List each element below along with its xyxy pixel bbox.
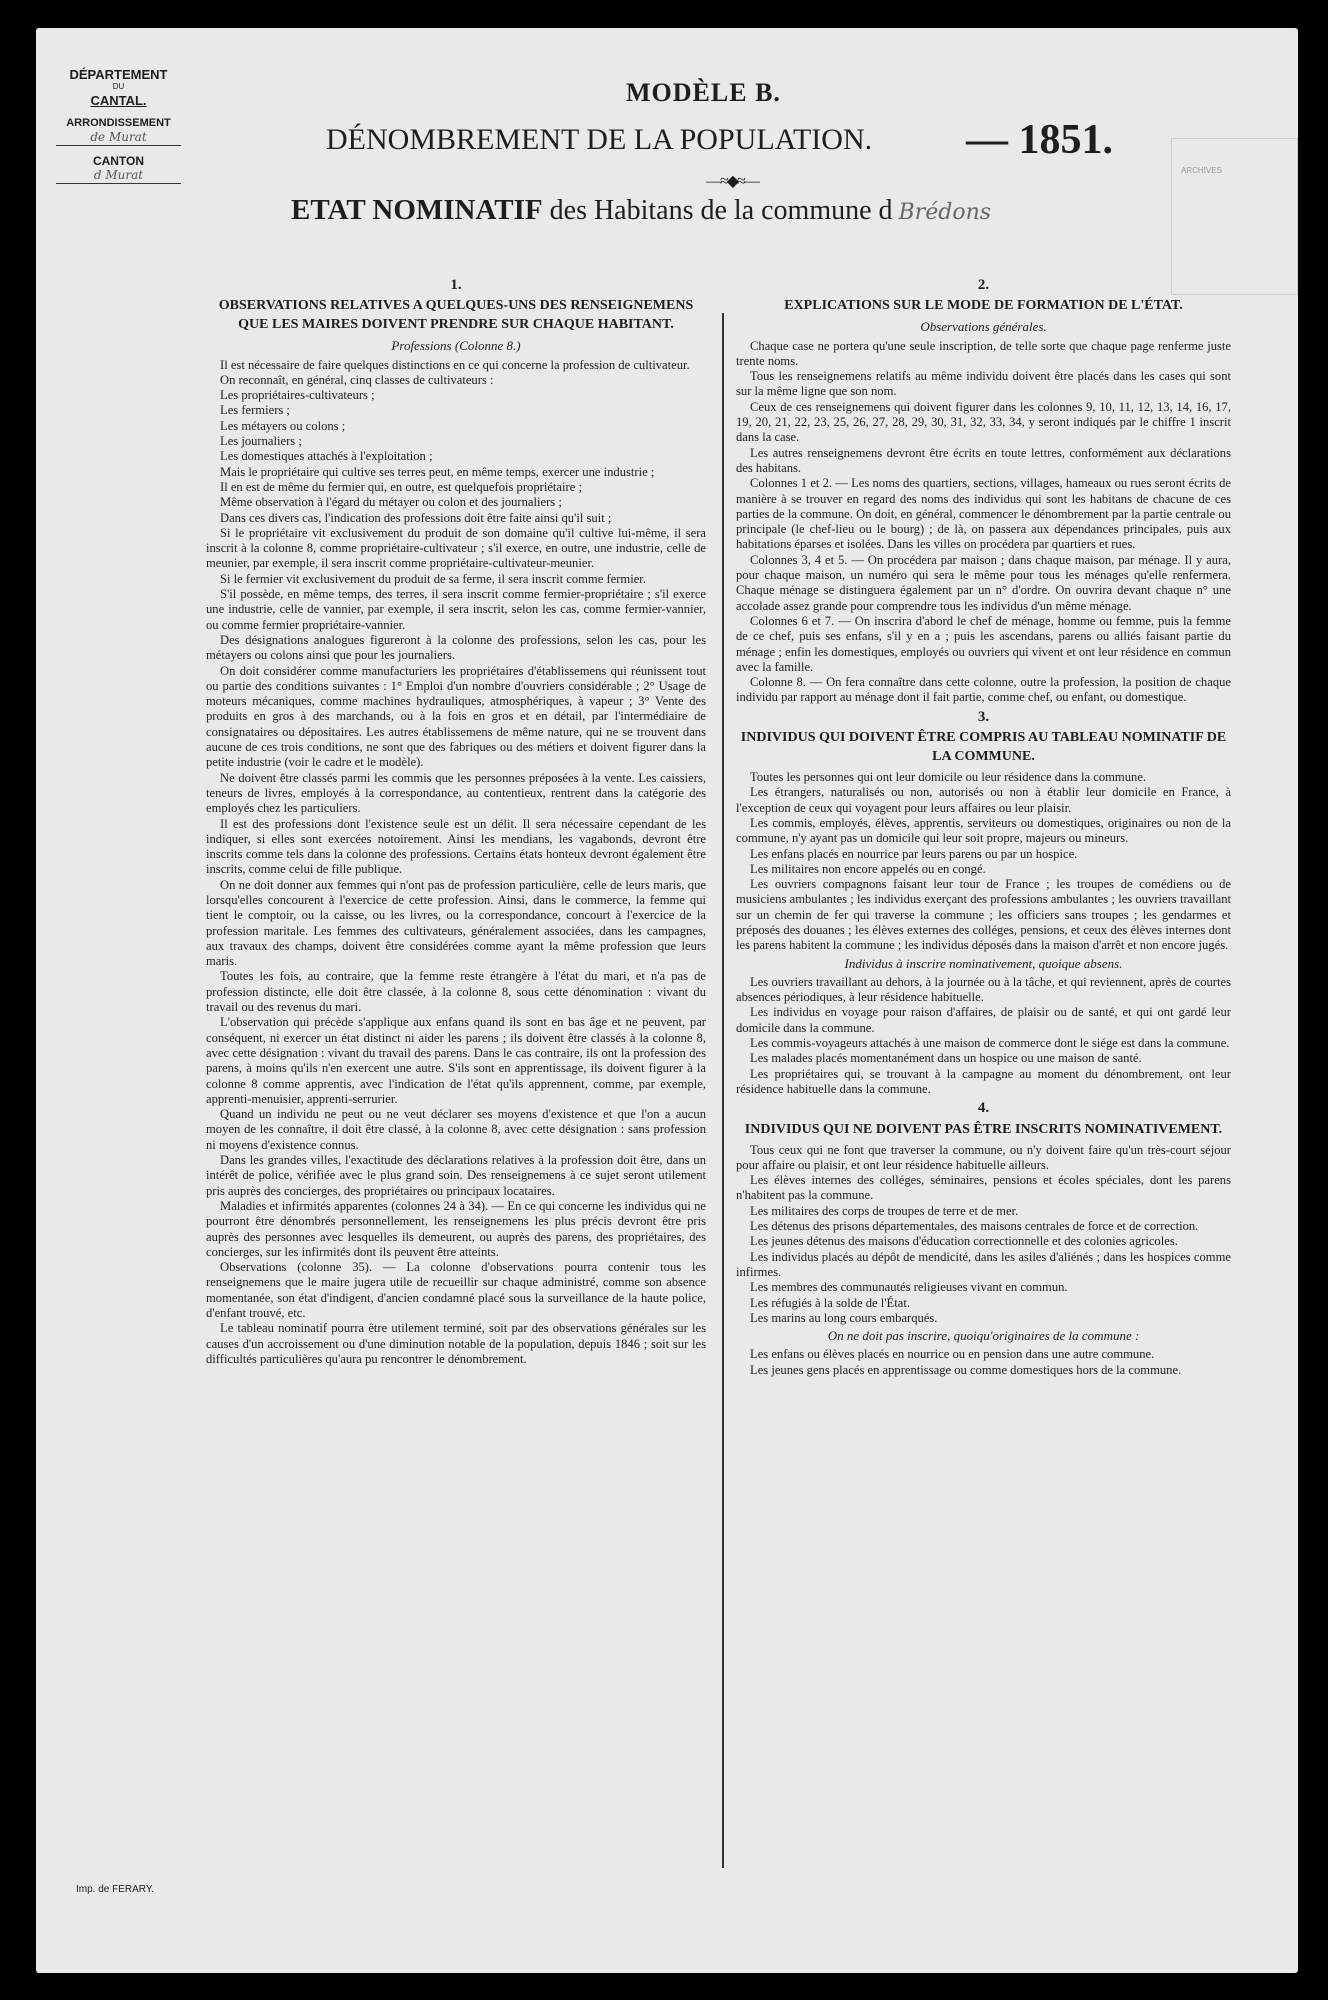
- paragraph: Les enfans placés en nourrice par leurs parens ou par un hospice.: [750, 846, 1078, 861]
- paragraph: Les autres renseignemens devront être écrits en toute lettres, conformément aux déclarations des habitans.: [736, 445, 1231, 475]
- paragraph: Toutes les fois, au contraire, que la femme reste étrangère à l'état du mari, et n'a pas de profession distincte, elle doit être classée, à la colonne 8, sous cette dénomination : vivant du travail ou des revenus du mari.: [206, 969, 706, 1015]
- paragraph: Ne doivent être classés parmi les commis que les personnes préposées à la vente. Les caissiers, teneurs de livres, employés à la correspondance, au contentieux, rentrent dans la catégorie des employés chez les particuliers.: [206, 770, 706, 816]
- census-form-page: [36, 28, 1298, 1973]
- paragraph: Tous les renseignemens relatifs au même individu doivent être placés dans les cases qui sont sur la même ligne que son nom.: [736, 369, 1231, 399]
- paragraph: Les domestiques attachés à l'exploitation ;: [220, 449, 433, 464]
- paragraph: Colonne 8. — On fera connaître dans cette colonne, outre la profession, la position de chaque individu par rapport au ménage dont il fait partie, comme chef, ou enfant, ou domestique.: [736, 675, 1231, 705]
- paragraph: Les fermiers ;: [220, 403, 290, 418]
- archive-stamp-text: ARCHIVES: [1181, 166, 1222, 175]
- paragraph: Les marins au long cours embarqués.: [750, 1310, 938, 1325]
- paragraph: Les militaires non encore appelés ou en congé.: [750, 861, 986, 876]
- location-sidebar: [46, 68, 191, 187]
- paragraph: On reconnaît, en général, cinq classes de cultivateurs :: [220, 372, 494, 387]
- paragraph: Les propriétaires qui, se trouvant à la campagne au moment du dénombrement, ont leur résidence habituelle dans la commune.: [736, 1066, 1231, 1096]
- paragraph: Mais le propriétaire qui cultive ses terres peut, en même temps, exercer une industrie ;: [220, 464, 655, 479]
- paragraph: Les enfans ou élèves placés en nourrice ou en pension dans une autre commune.: [750, 1347, 1155, 1362]
- paragraph: Les étrangers, naturalisés ou non, autorisés ou non à établir leur domicile en France, à l'exception de ceux qui voyagent pour leurs affaires ou leur plaisir.: [736, 785, 1231, 815]
- column-observations: [206, 278, 706, 1367]
- section-subheading-observations: Observations générales.: [920, 319, 1047, 335]
- title-ornament: —≈◆≈—: [706, 173, 758, 190]
- paragraph: Tous ceux qui ne font que traverser la commune, ou n'y doivent faire qu'un très-court séjour pour affaire ou plaisir, et ont leur résidence habituelle ailleurs.: [736, 1142, 1231, 1172]
- section-number-3: 3.: [977, 708, 990, 725]
- paragraph: Colonnes 6 et 7. — On inscrira d'abord le chef de ménage, homme ou femme, puis la femme de ce chef, puis ses enfans, s'il y en a ; puis les ascendans, parens ou alliés faisant partie du ménage ; enfin les domestiques, employés ou ouvriers qui vivent et ont leur résidence en commun avec la famille.: [736, 613, 1231, 674]
- paragraph: Les jeunes gens placés en apprentissage ou comme domestiques hors de la commune.: [750, 1362, 1182, 1377]
- column-divider: [722, 313, 724, 1868]
- paragraph: Les jeunes détenus des maisons d'éducation correctionnelle et des colonies agricoles.: [750, 1234, 1178, 1249]
- paragraph: Les commis-voyageurs attachés à une maison de commerce dont le siége est dans la commune.: [750, 1036, 1230, 1051]
- paragraph: Les propriétaires-cultivateurs ;: [220, 388, 375, 403]
- etat-nominatif-bold: ETAT NOMINATIF: [291, 194, 543, 226]
- paragraph: Dans ces divers cas, l'indication des professions doit être faite ainsi qu'il suit ;: [220, 510, 612, 525]
- paragraph: Les élèves internes des colléges, séminaires, pensions et écoles spéciales, dont les parens n'habitent pas la commune.: [736, 1173, 1231, 1203]
- department-du: DU: [112, 82, 125, 91]
- section-heading-2: EXPLICATIONS SUR LE MODE DE FORMATION DE L'ÉTAT.: [784, 298, 1183, 314]
- arrondissement-underline: [56, 145, 181, 146]
- paragraph: Les individus en voyage pour raison d'affaires, de plaisir ou de santé, et qui ont gardé leur domicile dans la commune.: [736, 1005, 1231, 1035]
- section-heading-3: INDIVIDUS QUI DOIVENT ÊTRE COMPRIS AU TABLEAU NOMINATIF DE LA COMMUNE.: [740, 730, 1227, 765]
- arrondissement-value: de Murat: [90, 130, 147, 144]
- paragraph: Dans les grandes villes, l'exactitude des déclarations relatives à la profession doit être, dans un intérêt de police, vérifiée avec le plus grand soin. Des renseignemens à ce sujet seront utilement pris auprès des concierges, des propriétaires ou principaux locataires.: [206, 1153, 706, 1198]
- section-number-1: 1.: [450, 277, 462, 293]
- paragraph: Les malades placés momentanément dans un hospice ou une maison de santé.: [750, 1051, 1142, 1066]
- census-year: — 1851.: [966, 117, 1113, 163]
- paragraph: Quand un individu ne peut ou ne veut déclarer ses moyens d'existence et que l'on a aucun moyen de les connaître, il doit être classé, à la colonne 8, avec cette désignation : sans profession ni moyens d'existence connus.: [206, 1107, 706, 1152]
- column-explications: [736, 278, 1231, 1378]
- section-number-2: 2.: [977, 277, 990, 293]
- paragraph: Ceux de ces renseignemens qui doivent figurer dans les colonnes 9, 10, 11, 12, 13, 14, 16, 17, 19, 20, 21, 22, 23, 25, 26, 27, 28, 29, 30, 31, 32, 33, 34, y seront indiqués par le chiffre 1 inscrit dans la case.: [736, 399, 1231, 445]
- paragraph: Colonnes 3, 4 et 5. — On procédera par maison ; dans chaque maison, par ménage. Il y aura, pour chaque maison, un numéro qui sera le même pour tous les ménages qu'elle renfermera. Chaque ménage se distinguera également par un n° d'ordre. On ouvrira devant chaque n° une accolade assez grande pour comprendre tous les individus d'un même ménage.: [736, 552, 1231, 613]
- paragraph: Les membres des communautés religieuses vivant en commun.: [750, 1280, 1068, 1295]
- paragraph: Les réfugiés à la solde de l'État.: [750, 1295, 910, 1310]
- paragraph: Les détenus des prisons départementales, des maisons centrales de force et de correction.: [750, 1219, 1199, 1234]
- paragraph: Chaque case ne portera qu'une seule inscription, de telle sorte que chaque page renferme juste trente noms.: [736, 338, 1231, 368]
- section-heading-1: OBSERVATIONS RELATIVES A QUELQUES-UNS DES RENSEIGNEMENS QUE LES MAIRES DOIVENT PRENDRE SUR CHAQUE HABITANT.: [218, 298, 694, 333]
- paragraph: Les militaires des corps de troupes de terre et de mer.: [750, 1203, 1019, 1218]
- commune-name: Brédons: [898, 200, 992, 225]
- paragraph: Le tableau nominatif pourra être utilement terminé, soit par des observations générales sur les causes d'un accroissement ou d'une diminution notable de la population, depuis 1846 ; soit sur les difficultés particulières qu'aura pu rencontrer le dénombrement.: [206, 1321, 706, 1366]
- printer-imprint: Imp. de FERARY.: [76, 1884, 154, 1895]
- paragraph: Les ouvriers compagnons faisant leur tour de France ; les troupes de comédiens ou de musiciens ambulantes ; les individus exerçant des professions ambulantes ; les ouvriers travaillant sur un chemin de fer qui traverse la commune ; les officiers sans troupes ; les gendarmes et préposés des douanes ; les élèves externes des colléges, pensions, et ceux des élèves internes dont les parens habitent la commune ; les individus déposés dans la maison d'arrêt et non encore jugés.: [736, 877, 1231, 953]
- paragraph: Il est nécessaire de faire quelques distinctions en ce qui concerne la profession de cultivateur.: [220, 357, 690, 372]
- arrondissement-label: ARRONDISSEMENT: [66, 117, 171, 129]
- etat-nominatif-line: [291, 194, 991, 227]
- paragraph: Les commis, employés, élèves, apprentis, serviteurs ou domestiques, originaires ou non de la commune, n'y ayant pas un domicile qui leur soit propre, majeurs ou mineurs.: [736, 815, 1231, 846]
- paragraph: Même observation à l'égard du métayer ou colon et des journaliers ;: [220, 495, 562, 510]
- included-text: [736, 770, 1231, 954]
- page-title: DÉNOMBREMENT DE LA POPULATION.: [326, 123, 873, 156]
- paragraph: Toutes les personnes qui ont leur domicile ou leur résidence dans la commune.: [750, 770, 1147, 785]
- paragraph: On ne doit donner aux femmes qui n'ont pas de profession particulière, celle de leurs maris, que lorsqu'elles concourent à l'exercice de cette profession. Ainsi, dans le commerce, la femme qui tient le comptoir, ou la caisse, ou les livres, ou la correspondance, concourt à l'exercice de la profession maritale. Les femmes des cultivateurs, généralement associées, dans les campagnes, aux travaux des champs, doivent être considérées comme ayant la même profession que leurs maris.: [206, 877, 706, 969]
- section-subheading-originaires: On ne doit pas inscrire, quoiqu'originaires de la commune :: [827, 1328, 1140, 1344]
- department-label: DÉPARTEMENT: [69, 67, 168, 82]
- paragraph: S'il possède, en même temps, des terres, il sera inscrit comme fermier-propriétaire ; s'il exerce une industrie, celle de vannier, par exemple, il sera inscrit, selon les cas, comme fermier-vannier, ou comme fermier propriétaire-vannier.: [206, 587, 706, 632]
- paragraph: Colonnes 1 et 2. — Les noms des quartiers, sections, villages, hameaux ou rues seront écrits de manière à se trouver en regard des noms des individus qui sont les habitans de chacune de ces parties de la commune. On doit, en général, commencer le dénombrement par la partie centrale ou principale (le chef-lieu ou le bourg) ; de là, on passera aux dépendances principales, puis aux habitations éparses et isolées. Dans les villes on procédera par quartiers et rues.: [736, 476, 1231, 552]
- paragraph: Les individus placés au dépôt de mendicité, dans les asiles d'aliénés ; dans les hospices comme infirmes.: [736, 1249, 1231, 1279]
- section-heading-4: INDIVIDUS QUI NE DOIVENT PAS ÊTRE INSCRITS NOMINATIVEMENT.: [744, 1121, 1223, 1137]
- canton-label: CANTON: [92, 154, 145, 168]
- canton-underline: [56, 183, 181, 184]
- section-subheading-absens: Individus à inscrire nominativement, quoique absens.: [844, 955, 1123, 971]
- section-number-4: 4.: [977, 1100, 990, 1117]
- observations-text: [206, 358, 706, 1368]
- etat-nominatif-rest: des Habitans de la commune d: [549, 195, 893, 226]
- paragraph: Les métayers ou colons ;: [220, 418, 346, 433]
- absent-text: [736, 975, 1231, 1097]
- paragraph: Les journaliers ;: [220, 434, 302, 449]
- paragraph: Si le propriétaire vit exclusivement du produit de son domaine qu'il cultive lui-même, il sera inscrit à la colonne 8, comme propriétaire-cultivateur ; s'il exerce, en outre, une industrie, celle de meunier, par exemple, il sera inscrit comme propriétaire-cultivateur-meunier.: [206, 525, 706, 571]
- paragraph: Observations (colonne 35). — La colonne d'observations pourra contenir tous les renseignemens que le maire jugera utile de recueillir sur chaque administré, comme son absence momentanée, son état d'indigent, d'ancien condamné placé sous la surveillance de la haute police, d'enfant trouvé, etc.: [206, 1260, 706, 1320]
- paragraph: Les ouvriers travaillant au dehors, à la journée ou à la tâche, et qui reviennent, après de courtes absences périodiques, à leur résidence habituelle.: [736, 974, 1231, 1005]
- paragraph: L'observation qui précède s'applique aux enfans quand ils sont en bas âge et ne peuvent, par conséquent, ni exercer un état distinct ni aider les parens ; ils doivent être classés à la colonne 8, avec cette désignation : vivant du travail des parens. Dans le cas contraire, ils ont la profession des parens, à moins qu'ils n'en exercent une autre. S'ils sont en apprentissage, ils doivent figurer à la colonne 8 comme apprentis, avec l'indication de l'état qu'ils apprennent, comme, par exemple, apprenti-menuisier, apprenti-serrurier.: [206, 1015, 706, 1106]
- canton-value: d Murat: [93, 168, 144, 182]
- section-subheading-professions: Professions (Colonne 8.): [391, 338, 521, 354]
- paragraph: Maladies et infirmités apparentes (colonnes 24 à 34). — En ce qui concerne les individus qui ne pourront être dénombrés personnellement, les renseignemens les plus précis devront être pris auprès des personnes avec lesquelles ils demeurent, ou auprès des parens, des propriétaires, des concierges, sur les infirmités dont ils peuvent être atteints.: [206, 1198, 706, 1259]
- paragraph: On doit considérer comme manufacturiers les propriétaires d'établissemens qui réunissent tout ou partie des conditions suivantes : 1° Emploi d'un nombre d'ouvriers considérable ; 2° Usage de moteurs mécaniques, comme machines hydrauliques, atmosphériques, à vapeur ; 3° Vente des produits en gros à des marchands, ou à la fois en gros et en détail, par l'intermédiaire de consignataires ou dépositaires. Les autres établissemens de même nature, qui ne se trouvent dans aucune de ces trois conditions, ne sont que des fabriques ou des métiers et doivent figurer dans la petite industrie (voir le cadre et le modèle).: [206, 663, 706, 770]
- paragraph: Il en est de même du fermier qui, en outre, est quelquefois propriétaire ;: [220, 479, 582, 494]
- paragraph: Il est des professions dont l'existence seule est un délit. Il sera nécessaire cependant de les indiquer, si elles sont exercées notoirement. Ainsi les mendians, les vagabonds, devront être inscrits comme tels dans la colonne des professions. Certains états honteux devront également être inscrits, comme celui de fille publique.: [206, 816, 706, 877]
- explications-text: [736, 339, 1231, 706]
- model-label: MODÈLE B.: [626, 78, 781, 107]
- originaires-text: [736, 1347, 1231, 1378]
- paragraph: Si le fermier vit exclusivement du produit de sa ferme, il sera inscrit comme fermier.: [220, 571, 646, 586]
- paragraph: Des désignations analogues figureront à la colonne des professions, selon les cas, pour les métayers ou colons ainsi que pour les journaliers.: [206, 632, 706, 663]
- excluded-text: [736, 1143, 1231, 1327]
- department-name: CANTAL.: [90, 93, 147, 108]
- archive-stamp-frame: [1171, 138, 1298, 295]
